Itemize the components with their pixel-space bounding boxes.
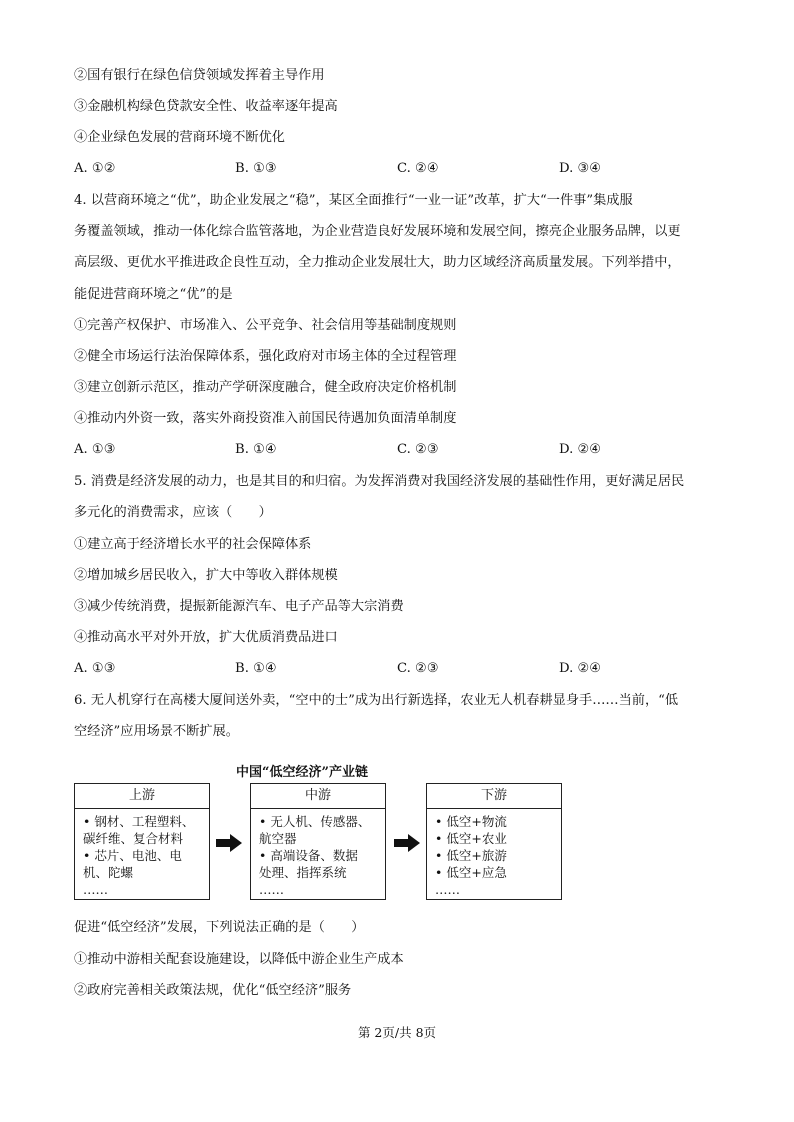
midstream-line: ……	[259, 882, 284, 897]
downstream-label: 下游	[427, 784, 561, 809]
downstream-line: • 低空+应急	[435, 865, 507, 880]
industry-chain-title: 中国“低空经济”产业链	[236, 765, 368, 780]
upstream-box	[74, 783, 210, 900]
upstream-line: ……	[83, 882, 108, 897]
q6-statement-1: ①推动中游相关配套设施建设，以降低中游企业生产成本	[74, 952, 404, 967]
q4-stem-line-3: 高层级、更优水平推进政企良性互动，全力推动企业发展壮大，助力区域经济高质量发展。下列举措中，	[74, 255, 681, 270]
q5-option-c[interactable]: C. ②③	[397, 661, 439, 676]
q6-stem-line-2: 空经济”应用场景不断扩展。	[74, 724, 239, 739]
q4-option-c[interactable]: C. ②③	[397, 442, 439, 457]
q4-statement-2: ②健全市场运行法治保障体系，强化政府对市场主体的全过程管理	[74, 349, 457, 364]
q6-question: 促进“低空经济”发展，下列说法正确的是（ ）	[74, 920, 365, 935]
upstream-line: • 芯片、电池、电	[83, 848, 182, 863]
midstream-line: 航空器	[259, 831, 297, 846]
q4-options	[74, 442, 724, 460]
q4-statement-1: ①完善产权保护、市场准入、公平竞争、社会信用等基础制度规则	[74, 318, 457, 333]
midstream-box	[250, 783, 386, 900]
q3-option-c[interactable]: C. ②④	[397, 161, 439, 176]
upstream-line: 碳纤维、复合材料	[83, 831, 184, 846]
q3-statement-4: ④企业绿色发展的营商环境不断优化	[74, 130, 285, 145]
upstream-line: 机、陀螺	[83, 865, 134, 880]
q3-option-a[interactable]: A. ①②	[74, 161, 116, 176]
q4-option-a[interactable]: A. ①③	[74, 442, 116, 457]
q5-statement-3: ③减少传统消费，提振新能源汽车、电子产品等大宗消费	[74, 599, 404, 614]
q4-option-b[interactable]: B. ①④	[235, 442, 277, 457]
downstream-line: • 低空+旅游	[435, 848, 507, 863]
q6-stem-line-1: 6. 无人机穿行在高楼大厦间送外卖，“空中的士”成为出行新选择，农业无人机春耕显身手……当前，“低	[74, 693, 679, 708]
q5-stem-line-1: 5. 消费是经济发展的动力，也是其目的和归宿。为发挥消费对我国经济发展的基础性作用，更好满足居民	[74, 474, 685, 489]
q5-stem-line-2: 多元化的消费需求，应该（ ）	[74, 505, 272, 520]
q5-statement-2: ②增加城乡居民收入，扩大中等收入群体规模	[74, 568, 338, 583]
q5-option-b[interactable]: B. ①④	[235, 661, 277, 676]
midstream-line: • 无人机、传感器、	[259, 814, 371, 829]
q5-option-d[interactable]: D. ②④	[559, 661, 602, 676]
upstream-label: 上游	[75, 784, 209, 809]
q5-statement-1: ①建立高于经济增长水平的社会保障体系	[74, 537, 312, 552]
q5-options	[74, 661, 724, 679]
q4-statement-4: ④推动内外资一致，落实外商投资准入前国民待遇加负面清单制度	[74, 411, 457, 426]
downstream-line: • 低空+农业	[435, 831, 507, 846]
downstream-line: ……	[435, 882, 460, 897]
q5-statement-4: ④推动高水平对外开放，扩大优质消费品进口	[74, 630, 338, 645]
q4-option-d[interactable]: D. ②④	[559, 442, 602, 457]
midstream-line: • 高端设备、数据	[259, 848, 358, 863]
right-arrow-icon	[216, 834, 242, 852]
q3-option-b[interactable]: B. ①③	[235, 161, 277, 176]
q6-statement-2: ②政府完善相关政策法规，优化“低空经济”服务	[74, 983, 352, 998]
q4-stem-line-1: 4. 以营商环境之“优”，助企业发展之“稳”，某区全面推行“一业一证”改革，扩大“一件事”集成服	[74, 193, 633, 208]
q3-statement-2: ②国有银行在绿色信贷领域发挥着主导作用	[74, 68, 325, 83]
downstream-line: • 低空+物流	[435, 814, 507, 829]
q3-option-d[interactable]: D. ③④	[559, 161, 602, 176]
midstream-label: 中游	[251, 784, 385, 809]
right-arrow-icon	[394, 834, 420, 852]
upstream-line: • 钢材、工程塑料、	[83, 814, 195, 829]
q4-statement-3: ③建立创新示范区，推动产学研深度融合，健全政府决定价格机制	[74, 380, 457, 395]
q4-stem-line-2: 务覆盖领域，推动一体化综合监管落地，为企业营造良好发展环境和发展空间，擦亮企业服务品牌，以更	[74, 224, 681, 239]
midstream-line: 处理、指挥系统	[259, 865, 347, 880]
q3-options	[74, 161, 724, 179]
page-number: 第 2页/共 8页	[357, 1025, 437, 1040]
downstream-box	[426, 783, 562, 900]
q5-option-a[interactable]: A. ①③	[74, 661, 116, 676]
q3-statement-3: ③金融机构绿色贷款安全性、收益率逐年提高	[74, 99, 338, 114]
q4-stem-line-4: 能促进营商环境之“优”的是	[74, 287, 233, 302]
